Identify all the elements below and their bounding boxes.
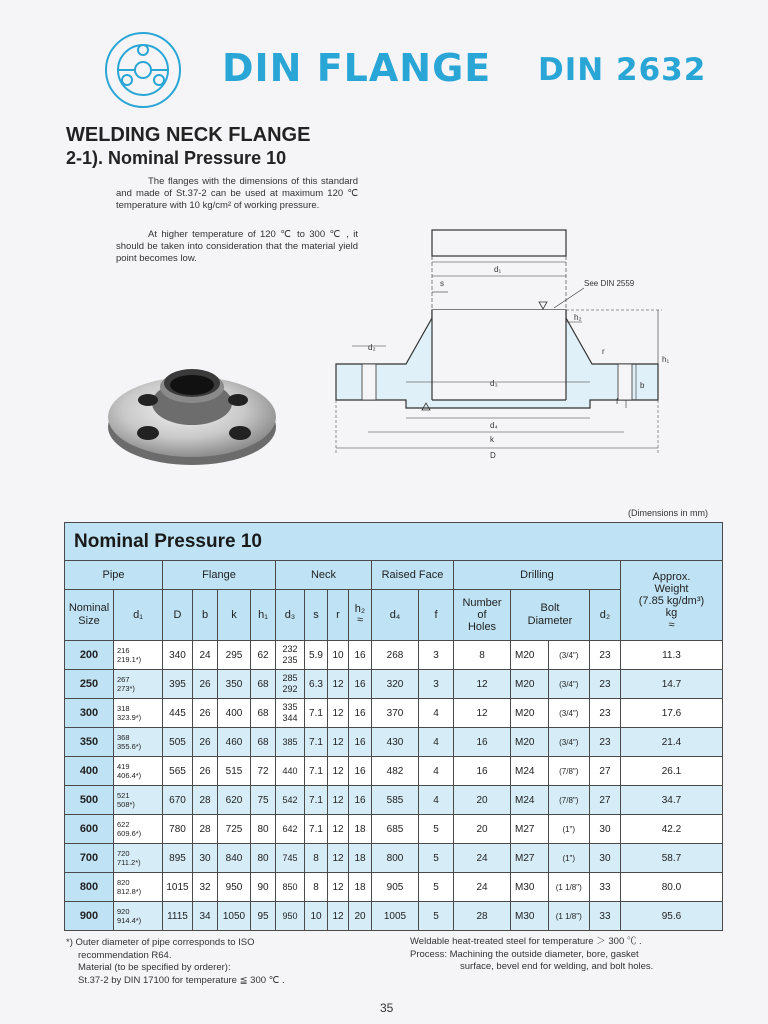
col-nominal-size: Nominal Size [65, 590, 114, 641]
cell-bolt-inch: (1") [548, 844, 589, 873]
cell-D: 505 [163, 728, 193, 757]
cell-weight: 58.7 [620, 844, 722, 873]
cell-k: 515 [218, 757, 251, 786]
cell-nominal-size: 200 [65, 641, 114, 670]
footnote-left: *) Outer diameter of pipe corresponds to ISO recommendation R64. Material (to be specified by orderer): St.37-2 by DIN 17100 for temperature ≦ 300 ℃ . [66, 937, 285, 986]
cell-k: 950 [218, 873, 251, 902]
cell-nominal-size: 300 [65, 699, 114, 728]
cell-s: 7.1 [305, 699, 328, 728]
col-b: b [193, 590, 218, 641]
cell-bolt: M20 [511, 641, 549, 670]
cell-d3: 232 235 [276, 641, 305, 670]
cell-bolt-inch: (3/4") [548, 699, 589, 728]
drawing-label-see: See DIN 2559 [584, 279, 635, 288]
group-flange: Flange [163, 561, 276, 590]
table-row [65, 815, 723, 844]
company-logo [103, 30, 183, 110]
col-f: f [419, 590, 454, 641]
cell-h1: 72 [251, 757, 276, 786]
cell-f: 4 [419, 757, 454, 786]
table-row [65, 873, 723, 902]
table-row [65, 844, 723, 873]
cell-D: 780 [163, 815, 193, 844]
cell-d1: 720 711.2*) [114, 844, 163, 873]
cell-holes: 8 [454, 641, 511, 670]
drawing-label-D: D [490, 451, 496, 460]
cell-bolt-inch: (1 1/8") [548, 902, 589, 931]
cell-s: 8 [305, 873, 328, 902]
group-drilling: Drilling [454, 561, 621, 590]
cell-D: 895 [163, 844, 193, 873]
drawing-label-r: r [602, 347, 605, 356]
cell-weight: 26.1 [620, 757, 722, 786]
section-subtitle: 2-1). Nominal Pressure 10 [66, 148, 287, 168]
cell-bolt-inch: (3/4") [548, 641, 589, 670]
cell-d3: 850 [276, 873, 305, 902]
cell-k: 725 [218, 815, 251, 844]
cell-weight: 42.2 [620, 815, 722, 844]
cell-d3: 542 [276, 786, 305, 815]
cell-b: 26 [193, 670, 218, 699]
cell-bolt: M20 [511, 670, 549, 699]
cell-d4: 268 [372, 641, 419, 670]
cell-d3: 642 [276, 815, 305, 844]
cell-nominal-size: 250 [65, 670, 114, 699]
cell-weight: 80.0 [620, 873, 722, 902]
cell-h2: 18 [349, 844, 372, 873]
cell-h2: 16 [349, 670, 372, 699]
cell-b: 30 [193, 844, 218, 873]
cell-s: 5.9 [305, 641, 328, 670]
cell-weight: 21.4 [620, 728, 722, 757]
cell-b: 28 [193, 815, 218, 844]
description-paragraph-2: At higher temperature of 120 ℃ to 300 ℃ , it should be taken into consideration that the material yield point becomes low. [116, 229, 358, 264]
cell-h1: 68 [251, 670, 276, 699]
flange-photo [100, 345, 280, 470]
cell-bolt: M27 [511, 844, 549, 873]
col-d2: d₂ [589, 590, 620, 641]
cell-holes: 12 [454, 699, 511, 728]
group-neck: Neck [276, 561, 372, 590]
cell-weight: 14.7 [620, 670, 722, 699]
cell-r: 12 [328, 699, 349, 728]
drawing-label-d1: d₁ [494, 265, 502, 274]
cell-b: 24 [193, 641, 218, 670]
drawing-label-f: f [616, 397, 619, 406]
drawing-label-d3: d₃ [490, 379, 498, 388]
cell-r: 12 [328, 786, 349, 815]
cell-h2: 16 [349, 757, 372, 786]
cell-h2: 16 [349, 641, 372, 670]
cell-D: 670 [163, 786, 193, 815]
cell-k: 295 [218, 641, 251, 670]
cell-d1: 622 609.6*) [114, 815, 163, 844]
cell-b: 26 [193, 757, 218, 786]
cell-r: 12 [328, 873, 349, 902]
cell-h2: 20 [349, 902, 372, 931]
cell-s: 7.1 [305, 728, 328, 757]
cell-nominal-size: 700 [65, 844, 114, 873]
technical-drawing [326, 222, 670, 467]
cell-bolt: M30 [511, 873, 549, 902]
table-row [65, 699, 723, 728]
cell-d1: 920 914.4*) [114, 902, 163, 931]
cell-d3: 440 [276, 757, 305, 786]
cell-f: 3 [419, 670, 454, 699]
cell-f: 4 [419, 728, 454, 757]
cell-s: 7.1 [305, 815, 328, 844]
cell-d1: 216 219.1*) [114, 641, 163, 670]
cell-h1: 68 [251, 728, 276, 757]
cell-h2: 18 [349, 873, 372, 902]
table-row [65, 670, 723, 699]
cell-weight: 17.6 [620, 699, 722, 728]
cell-bolt-inch: (1 1/8") [548, 873, 589, 902]
col-r: r [328, 590, 349, 641]
cell-D: 565 [163, 757, 193, 786]
cell-d2: 23 [589, 699, 620, 728]
cell-d4: 685 [372, 815, 419, 844]
cell-s: 8 [305, 844, 328, 873]
header-title: DIN FLANGE [222, 46, 492, 90]
cell-h1: 90 [251, 873, 276, 902]
cell-h1: 95 [251, 902, 276, 931]
cell-bolt: M24 [511, 757, 549, 786]
cell-holes: 24 [454, 873, 511, 902]
col-d3: d₃ [276, 590, 305, 641]
col-d4: d₄ [372, 590, 419, 641]
cell-bolt-inch: (3/4") [548, 728, 589, 757]
cell-holes: 16 [454, 728, 511, 757]
cell-k: 1050 [218, 902, 251, 931]
cell-bolt: M27 [511, 815, 549, 844]
col-h1: h₁ [251, 590, 276, 641]
cell-holes: 16 [454, 757, 511, 786]
table-title: Nominal Pressure 10 [65, 523, 723, 561]
col-s: s [305, 590, 328, 641]
cell-bolt: M20 [511, 699, 549, 728]
table-row [65, 728, 723, 757]
cell-r: 12 [328, 757, 349, 786]
cell-weight: 34.7 [620, 786, 722, 815]
cell-k: 350 [218, 670, 251, 699]
cell-d1: 820 812.8*) [114, 873, 163, 902]
cell-holes: 12 [454, 670, 511, 699]
cell-d3: 950 [276, 902, 305, 931]
cell-holes: 20 [454, 786, 511, 815]
cell-k: 400 [218, 699, 251, 728]
cell-d2: 30 [589, 815, 620, 844]
cell-r: 12 [328, 844, 349, 873]
col-d1: d₁ [114, 590, 163, 641]
cell-b: 32 [193, 873, 218, 902]
drawing-label-d2: d₂ [368, 343, 376, 352]
table-row [65, 786, 723, 815]
section-title: WELDING NECK FLANGE [66, 124, 311, 146]
cell-bolt: M24 [511, 786, 549, 815]
cell-d4: 320 [372, 670, 419, 699]
description-paragraph-1: The flanges with the dimensions of this standard and made of St.37-2 can be used at maximum 120 ℃ temperature with 10 kg/cm² of working pressure. [116, 176, 358, 211]
cell-s: 7.1 [305, 786, 328, 815]
cell-k: 460 [218, 728, 251, 757]
cell-d4: 800 [372, 844, 419, 873]
cell-d2: 33 [589, 902, 620, 931]
drawing-label-s: s [440, 279, 444, 288]
cell-nominal-size: 350 [65, 728, 114, 757]
cell-f: 5 [419, 815, 454, 844]
cell-s: 6.3 [305, 670, 328, 699]
cell-D: 1015 [163, 873, 193, 902]
cell-d1: 419 406.4*) [114, 757, 163, 786]
cell-d3: 285 292 [276, 670, 305, 699]
cell-D: 1115 [163, 902, 193, 931]
cell-h2: 16 [349, 699, 372, 728]
cell-d4: 370 [372, 699, 419, 728]
cell-h1: 62 [251, 641, 276, 670]
cell-b: 26 [193, 728, 218, 757]
cell-f: 4 [419, 786, 454, 815]
table-row [65, 641, 723, 670]
cell-nominal-size: 500 [65, 786, 114, 815]
cell-d1: 267 273*) [114, 670, 163, 699]
cell-h1: 68 [251, 699, 276, 728]
cell-h1: 80 [251, 844, 276, 873]
cell-r: 12 [328, 902, 349, 931]
cell-d2: 27 [589, 786, 620, 815]
cell-bolt: M30 [511, 902, 549, 931]
cell-holes: 20 [454, 815, 511, 844]
cell-s: 10 [305, 902, 328, 931]
cell-f: 4 [419, 699, 454, 728]
cell-nominal-size: 800 [65, 873, 114, 902]
col-h2: h₂ ≈ [349, 590, 372, 641]
table-row [65, 902, 723, 931]
cell-f: 5 [419, 844, 454, 873]
drawing-label-k: k [490, 435, 494, 444]
drawing-label-d4: d₄ [490, 421, 498, 430]
cell-r: 12 [328, 815, 349, 844]
cell-d4: 430 [372, 728, 419, 757]
cell-h2: 18 [349, 815, 372, 844]
drawing-label-b: b [640, 381, 645, 390]
cell-d2: 33 [589, 873, 620, 902]
cell-s: 7.1 [305, 757, 328, 786]
cell-d2: 23 [589, 728, 620, 757]
cell-d3: 745 [276, 844, 305, 873]
cell-nominal-size: 400 [65, 757, 114, 786]
cell-f: 3 [419, 641, 454, 670]
cell-weight: 11.3 [620, 641, 722, 670]
cell-nominal-size: 600 [65, 815, 114, 844]
cell-bolt-inch: (7/8") [548, 757, 589, 786]
cell-b: 26 [193, 699, 218, 728]
cell-D: 445 [163, 699, 193, 728]
table-row [65, 757, 723, 786]
cell-h2: 16 [349, 728, 372, 757]
cell-bolt-inch: (3/4") [548, 670, 589, 699]
cell-h2: 16 [349, 786, 372, 815]
cell-holes: 28 [454, 902, 511, 931]
cell-d3: 335 344 [276, 699, 305, 728]
col-number-of-holes: Number of Holes [454, 590, 511, 641]
group-pipe: Pipe [65, 561, 163, 590]
cell-f: 5 [419, 902, 454, 931]
cell-d3: 385 [276, 728, 305, 757]
group-weight: Approx. Weight (7.85 kg/dm³) kg ≈ [620, 561, 722, 641]
cell-D: 340 [163, 641, 193, 670]
cell-h1: 80 [251, 815, 276, 844]
cell-d4: 1005 [372, 902, 419, 931]
cell-d2: 27 [589, 757, 620, 786]
cell-d2: 30 [589, 844, 620, 873]
col-k: k [218, 590, 251, 641]
nominal-pressure-table [64, 522, 723, 931]
footnote-right: Weldable heat-treated steel for temperature ＞ 300 ℃ . Process: Machining the outside diameter, bore, gasket surface, bevel end for welding, and bolt holes. [410, 936, 654, 972]
cell-k: 620 [218, 786, 251, 815]
cell-bolt-inch: (7/8") [548, 786, 589, 815]
page-number: 35 [380, 1001, 394, 1015]
cell-d1: 521 508*) [114, 786, 163, 815]
drawing-label-h2: h₂ [574, 313, 582, 322]
dimensions-note: (Dimensions in mm) [628, 508, 709, 518]
cell-r: 12 [328, 728, 349, 757]
cell-r: 12 [328, 670, 349, 699]
cell-d2: 23 [589, 670, 620, 699]
cell-b: 28 [193, 786, 218, 815]
col-bolt-diameter: Bolt Diameter [511, 590, 590, 641]
cell-h1: 75 [251, 786, 276, 815]
cell-k: 840 [218, 844, 251, 873]
cell-bolt: M20 [511, 728, 549, 757]
header-standard-code: DIN 2632 [538, 52, 707, 88]
col-D: D [163, 590, 193, 641]
cell-D: 395 [163, 670, 193, 699]
cell-d1: 368 355.6*) [114, 728, 163, 757]
group-raised-face: Raised Face [372, 561, 454, 590]
cell-b: 34 [193, 902, 218, 931]
cell-d4: 482 [372, 757, 419, 786]
cell-weight: 95.6 [620, 902, 722, 931]
cell-d4: 585 [372, 786, 419, 815]
drawing-label-h1: h₁ [662, 355, 670, 364]
cell-d2: 23 [589, 641, 620, 670]
cell-f: 5 [419, 873, 454, 902]
cell-nominal-size: 900 [65, 902, 114, 931]
cell-r: 10 [328, 641, 349, 670]
cell-d1: 318 323.9*) [114, 699, 163, 728]
cell-d4: 905 [372, 873, 419, 902]
cell-holes: 24 [454, 844, 511, 873]
cell-bolt-inch: (1") [548, 815, 589, 844]
